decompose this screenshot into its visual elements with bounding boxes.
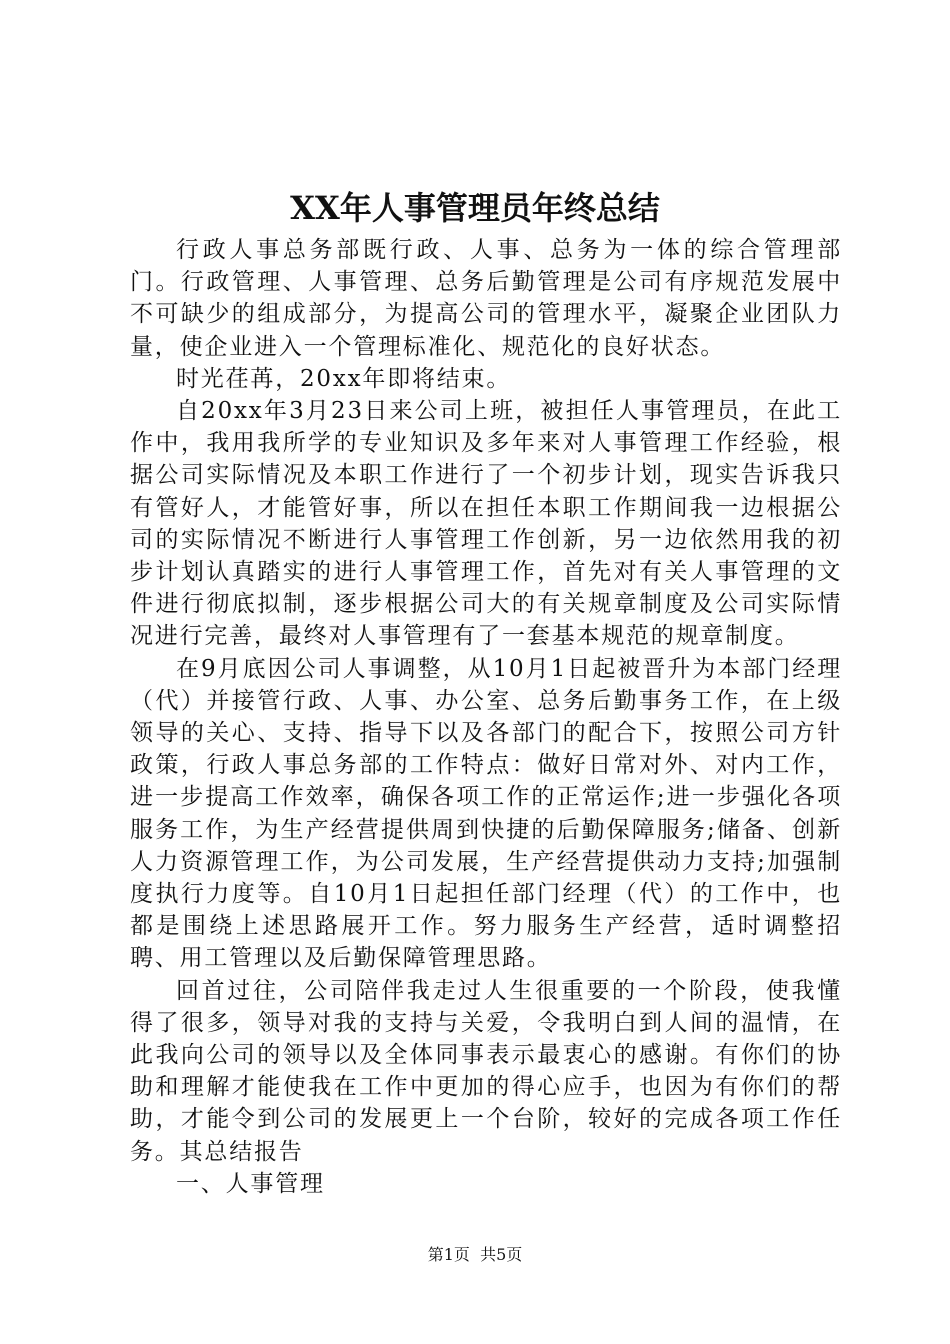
- section-heading: 一、人事管理: [176, 1170, 325, 1197]
- document-body: [130, 234, 842, 1200]
- document-title: XX年人事管理员年终总结: [290, 189, 660, 227]
- paragraph: 行政人事总务部既行政、人事、总务为一体的综合管理部门。行政管理、人事管理、总务后勤管理是公司有序规范发展中不可缺少的组成部分，为提高公司的管理水平，凝聚企业团队力量，使企业进入一个管理标准化、规范化的良好状态。: [130, 237, 842, 360]
- paragraph: 在9月底因公司人事调整，从10月1日起被晋升为本部门经理（代）并接管行政、人事、办公室、总务后勤事务工作，在上级领导的关心、支持、指导下以及各部门的配合下，按照公司方针政策，行政人事总务部的工作特点：做好日常对外、对内工作，进一步提高工作效率，确保各项工作的正常运作;进一步强化各项服务工作，为生产经营提供周到快捷的后勤保障服务;储备、创新人力资源管理工作，为公司发展，生产经营提供动力支持;加强制度执行力度等。自10月1日起担任部门经理（代）的工作中，也都是围绕上述思路展开工作。努力服务生产经营，适时调整招聘、用工管理以及后勤保障管理思路。: [130, 655, 842, 972]
- footer-separator: [470, 1245, 480, 1264]
- page-footer: [0, 1244, 950, 1266]
- page-number: 第1页: [427, 1245, 470, 1264]
- paragraph: 回首过往，公司陪伴我走过人生很重要的一个阶段，使我懂得了很多，领导对我的支持与关爱，令我明白到人间的温情，在此我向公司的领导以及全体同事表示最衷心的感谢。有你们的协助和理解才能使我在工作中更加的得心应手，也因为有你们的帮助，才能令到公司的发展更上一个台阶，较好的完成各项工作任务。其总结报告: [130, 977, 842, 1165]
- paragraph: 自20xx年3月23日来公司上班，被担任人事管理员，在此工作中，我用我所学的专业知识及多年来对人事管理工作经验，根据公司实际情况及本职工作进行了一个初步计划，现实告诉我只有管好人，才能管好事，所以在担任本职工作期间我一边根据公司的实际情况不断进行人事管理工作创新，另一边依然用我的初步计划认真踏实的进行人事管理工作，首先对有关人事管理的文件进行彻底拟制，逐步根据公司大的有关规章制度及公司实际情况进行完善，最终对人事管理有了一套基本规范的规章制度。: [130, 398, 842, 650]
- paragraph: 时光荏苒，20xx年即将结束。: [176, 365, 512, 392]
- page-total: 共5页: [480, 1245, 523, 1264]
